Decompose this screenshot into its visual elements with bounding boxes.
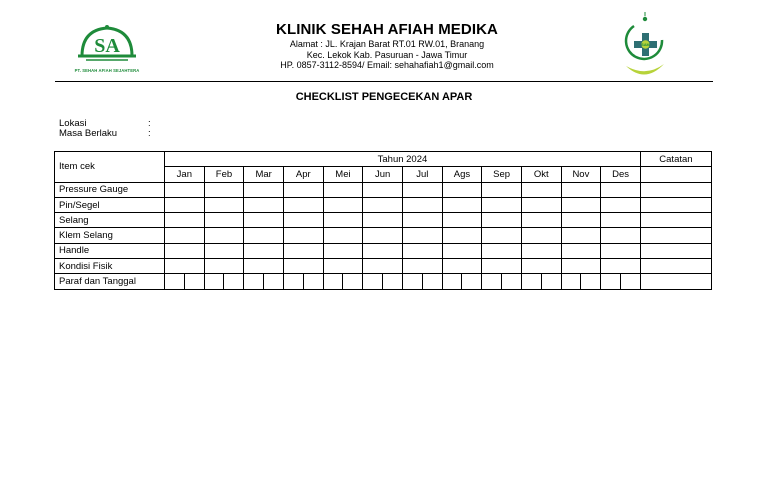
check-cell[interactable] — [601, 197, 641, 212]
table-row — [55, 197, 712, 212]
paraf-cell[interactable] — [621, 274, 641, 289]
check-cell[interactable] — [204, 197, 244, 212]
company-logo-caption: PT. SEHAH AFIAH SEJAHTERA — [74, 68, 140, 73]
check-cell[interactable] — [363, 259, 403, 274]
month-header: Feb — [204, 167, 244, 182]
check-cell[interactable] — [482, 213, 522, 228]
check-cell[interactable] — [363, 182, 403, 197]
paraf-cell[interactable] — [303, 274, 323, 289]
clinic-logo-text: SAM — [641, 43, 650, 47]
paraf-cell[interactable] — [581, 274, 601, 289]
check-cell[interactable] — [363, 213, 403, 228]
check-cell[interactable] — [442, 259, 482, 274]
check-cell[interactable] — [482, 228, 522, 243]
paraf-cell[interactable] — [482, 274, 502, 289]
check-cell[interactable] — [323, 182, 363, 197]
check-cell[interactable] — [442, 197, 482, 212]
item-label: Pressure Gauge — [55, 182, 165, 197]
field-lokasi-colon: : — [148, 118, 151, 129]
paraf-cell[interactable] — [283, 274, 303, 289]
check-cell[interactable] — [204, 228, 244, 243]
month-header: Jun — [363, 167, 403, 182]
check-cell[interactable] — [601, 213, 641, 228]
check-cell[interactable] — [482, 259, 522, 274]
check-cell[interactable] — [323, 213, 363, 228]
check-cell[interactable] — [402, 243, 442, 258]
check-cell[interactable] — [244, 243, 284, 258]
catatan-cell[interactable] — [640, 213, 711, 228]
item-label: Handle — [55, 243, 165, 258]
field-masa-berlaku — [59, 128, 151, 139]
check-cell[interactable] — [244, 197, 284, 212]
check-cell[interactable] — [521, 243, 561, 258]
check-cell[interactable] — [521, 182, 561, 197]
check-cell[interactable] — [283, 182, 323, 197]
paraf-cell[interactable] — [462, 274, 482, 289]
paraf-cell[interactable] — [363, 274, 383, 289]
check-cell[interactable] — [442, 213, 482, 228]
check-cell[interactable] — [165, 197, 205, 212]
paraf-cell[interactable] — [541, 274, 561, 289]
catatan-cell[interactable] — [640, 182, 711, 197]
table-row — [55, 213, 712, 228]
address-line-2: Kec. Lekok Kab. Pasuruan - Jawa Timur — [306, 49, 468, 60]
check-cell[interactable] — [204, 243, 244, 258]
check-cell[interactable] — [244, 259, 284, 274]
item-label: Selang — [55, 213, 165, 228]
item-label: Paraf dan Tanggal — [55, 274, 165, 289]
check-cell[interactable] — [521, 259, 561, 274]
month-header: Okt — [521, 167, 561, 182]
catatan-header: Catatan — [640, 152, 711, 167]
check-cell[interactable] — [561, 243, 601, 258]
checklist-table — [54, 151, 712, 290]
field-masa-berlaku-label: Masa Berlaku — [59, 128, 118, 139]
company-logo — [62, 22, 152, 78]
check-cell[interactable] — [323, 243, 363, 258]
header-divider — [55, 81, 713, 82]
year-header: Tahun 2024 — [165, 152, 641, 167]
check-cell[interactable] — [165, 228, 205, 243]
check-cell[interactable] — [244, 213, 284, 228]
check-cell[interactable] — [363, 243, 403, 258]
check-cell[interactable] — [601, 228, 641, 243]
check-cell[interactable] — [165, 213, 205, 228]
check-cell[interactable] — [363, 197, 403, 212]
check-cell[interactable] — [482, 243, 522, 258]
item-label: Kondisi Fisik — [55, 259, 165, 274]
check-cell[interactable] — [561, 197, 601, 212]
address-line-1: Alamat : JL. Krajan Barat RT.01 RW.01, Branang — [289, 39, 485, 49]
check-cell[interactable] — [601, 182, 641, 197]
month-header: Jan — [165, 167, 205, 182]
check-cell[interactable] — [283, 197, 323, 212]
catatan-cell[interactable] — [640, 259, 711, 274]
paraf-cell[interactable] — [383, 274, 403, 289]
check-cell[interactable] — [165, 182, 205, 197]
check-cell[interactable] — [521, 197, 561, 212]
clinic-logo — [618, 10, 670, 84]
check-cell[interactable] — [402, 197, 442, 212]
paraf-cell[interactable] — [204, 274, 224, 289]
paraf-cell[interactable] — [323, 274, 343, 289]
check-cell[interactable] — [283, 228, 323, 243]
company-logo-text: SA — [94, 35, 120, 57]
check-cell[interactable] — [521, 228, 561, 243]
month-header: Apr — [283, 167, 323, 182]
catatan-cell[interactable] — [640, 274, 711, 289]
clinic-name: KLINIK SEHAH AFIAH MEDIKA — [276, 21, 498, 38]
check-cell[interactable] — [204, 213, 244, 228]
check-cell[interactable] — [561, 213, 601, 228]
paraf-cell[interactable] — [184, 274, 204, 289]
month-header: Nov — [561, 167, 601, 182]
check-cell[interactable] — [482, 182, 522, 197]
paraf-cell[interactable] — [561, 274, 581, 289]
check-cell[interactable] — [204, 259, 244, 274]
contact-line: HP. 0857-3112-8594/ Email: sehahafiah1@gmail.com — [280, 60, 494, 70]
clinic-logo-emblem — [618, 10, 670, 84]
field-masa-berlaku-colon: : — [148, 128, 151, 139]
check-cell[interactable] — [323, 259, 363, 274]
catatan-cell[interactable] — [640, 228, 711, 243]
check-cell[interactable] — [402, 228, 442, 243]
month-header: Sep — [482, 167, 522, 182]
item-label: Klem Selang — [55, 228, 165, 243]
header-row-year — [55, 152, 712, 167]
paraf-cell[interactable] — [442, 274, 462, 289]
catatan-cell[interactable] — [640, 197, 711, 212]
check-cell[interactable] — [363, 228, 403, 243]
check-cell[interactable] — [204, 182, 244, 197]
check-cell[interactable] — [402, 259, 442, 274]
check-cell[interactable] — [561, 228, 601, 243]
check-cell[interactable] — [244, 228, 284, 243]
month-header: Mar — [244, 167, 284, 182]
table-row — [55, 182, 712, 197]
paraf-cell[interactable] — [502, 274, 522, 289]
check-cell[interactable] — [283, 243, 323, 258]
catatan-cell[interactable] — [640, 167, 711, 182]
check-cell[interactable] — [165, 259, 205, 274]
paraf-cell[interactable] — [264, 274, 284, 289]
check-cell[interactable] — [402, 182, 442, 197]
check-cell[interactable] — [601, 243, 641, 258]
month-header: Ags — [442, 167, 482, 182]
paraf-cell[interactable] — [422, 274, 442, 289]
check-cell[interactable] — [482, 197, 522, 212]
check-cell[interactable] — [323, 228, 363, 243]
document-title: CHECKLIST PENGECEKAN APAR — [295, 91, 473, 103]
check-cell[interactable] — [442, 182, 482, 197]
table-row — [55, 274, 712, 289]
check-cell[interactable] — [442, 243, 482, 258]
company-logo-emblem — [62, 22, 152, 68]
paraf-cell[interactable] — [343, 274, 363, 289]
catatan-cell[interactable] — [640, 243, 711, 258]
check-cell[interactable] — [521, 213, 561, 228]
table-row — [55, 259, 712, 274]
month-header: Jul — [402, 167, 442, 182]
check-cell[interactable] — [283, 259, 323, 274]
check-cell[interactable] — [283, 213, 323, 228]
paraf-cell[interactable] — [402, 274, 422, 289]
paraf-cell[interactable] — [244, 274, 264, 289]
check-cell[interactable] — [165, 243, 205, 258]
check-cell[interactable] — [442, 228, 482, 243]
check-cell[interactable] — [561, 259, 601, 274]
check-cell[interactable] — [244, 182, 284, 197]
field-lokasi-label: Lokasi — [59, 118, 87, 129]
item-cek-header: Item cek — [55, 152, 165, 183]
check-cell[interactable] — [561, 182, 601, 197]
month-header: Des — [601, 167, 641, 182]
paraf-cell[interactable] — [224, 274, 244, 289]
item-label: Pin/Segel — [55, 197, 165, 212]
paraf-cell[interactable] — [165, 274, 185, 289]
check-cell[interactable] — [601, 259, 641, 274]
paraf-cell[interactable] — [521, 274, 541, 289]
check-cell[interactable] — [402, 213, 442, 228]
table-row — [55, 228, 712, 243]
table-row — [55, 243, 712, 258]
month-header: Mei — [323, 167, 363, 182]
paraf-cell[interactable] — [601, 274, 621, 289]
check-cell[interactable] — [323, 197, 363, 212]
